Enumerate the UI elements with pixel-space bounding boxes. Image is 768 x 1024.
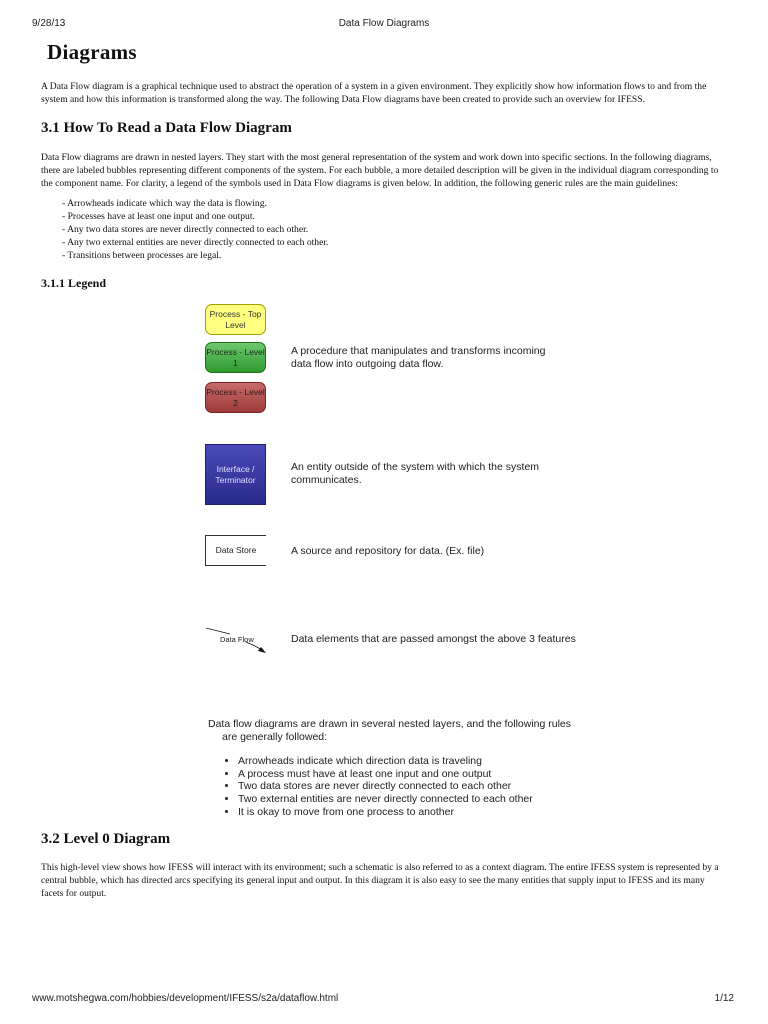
section-32-heading: 3.2 Level 0 Diagram — [41, 831, 171, 847]
list-item: • A process must have at least one input and one output — [238, 768, 533, 781]
data-store-label: Data Store — [215, 545, 257, 555]
page-title: Diagrams — [47, 40, 137, 64]
list-item: - Any two data stores are never directly connected to each other. — [62, 223, 328, 236]
process-level-1-bubble — [205, 342, 266, 373]
process-level-2-label: Process - Level 2 — [206, 386, 265, 408]
legend-bullets — [224, 755, 533, 819]
data-store-shape — [205, 535, 266, 566]
print-date: 9/28/13 — [32, 18, 66, 29]
data-store-description: A source and repository for data. (Ex. file) — [291, 545, 485, 557]
process-top-level-label: Process - Top Level — [209, 308, 262, 330]
intro-paragraph: A Data Flow diagram is a graphical technique used to abstract the operation of a system in a given environment. They explicitly show how information flows to and from the system and how this information is transformed along the way. The following Data Flow diagrams have been created to provide such an overview for IFESS. — [41, 81, 707, 105]
section-31-heading: 3.1 How To Read a Data Flow Diagram — [41, 120, 292, 136]
list-item: • Arrowheads indicate which direction data is traveling — [238, 755, 533, 768]
interface-description: An entity outside of the system with which the system communicates. — [291, 461, 540, 486]
page-number: 1/12 — [714, 993, 734, 1004]
data-flow-label: Data Flow — [220, 635, 254, 644]
list-item: - Arrowheads indicate which way the data is flowing. — [62, 197, 328, 210]
data-flow-description: Data elements that are passed amongst the above 3 features — [291, 633, 576, 645]
process-description: A procedure that manipulates and transforms incoming data flow into outgoing data flow. — [291, 345, 546, 370]
section-32-paragraph: This high-level view shows how IFESS will interact with its environment; such a schematic is also referred to as a context diagram. The entire IFESS system is represented by a central bubble, which has directed arcs specifying its general input and output. In this diagram it is also easy to see the many entities that supply input to IFESS and its many facets for output. — [41, 862, 719, 899]
legend-note-line-1: Data flow diagrams are drawn in several nested layers, and the following rules — [208, 718, 572, 730]
process-level-1-label: Process - Level 1 — [206, 346, 265, 368]
rules-list — [62, 197, 328, 262]
list-item: • Two data stores are never directly connected to each other — [238, 780, 533, 793]
section-31-paragraph: Data Flow diagrams are drawn in nested layers. They start with the most general representation of the system and work down into specific sections. In the following diagrams, there are labeled bubbles representing different components of the system. For each bubble, a more detailed description will be given in the individual diagram corresponding to the component name. For clarity, a legend of the symbols used in Data Flow diagrams is given below. In addition, the following generic rules are the main guidelines: — [41, 152, 719, 189]
list-item: • It is okay to move from one process to another — [238, 806, 533, 819]
print-title: Data Flow Diagrams — [338, 18, 430, 29]
list-item: - Processes have at least one input and one output. — [62, 210, 328, 223]
footer-url[interactable]: www.motshegwa.com/hobbies/development/IFESS/s2a/dataflow.html — [32, 993, 339, 1004]
list-item: - Any two external entities are never directly connected to each other. — [62, 236, 328, 249]
legend-note-line-2: are generally followed: — [222, 731, 328, 743]
list-item: • Two external entities are never directly connected to each other — [238, 793, 533, 806]
process-level-2-bubble — [205, 382, 266, 413]
process-top-level-bubble — [205, 304, 266, 335]
interface-terminator-label: Interface / Terminator — [215, 463, 256, 485]
legend-heading: 3.1.1 Legend — [41, 276, 107, 290]
legend-note — [208, 718, 571, 744]
interface-terminator-box — [205, 444, 266, 505]
list-item: - Transitions between processes are legal. — [62, 249, 328, 262]
